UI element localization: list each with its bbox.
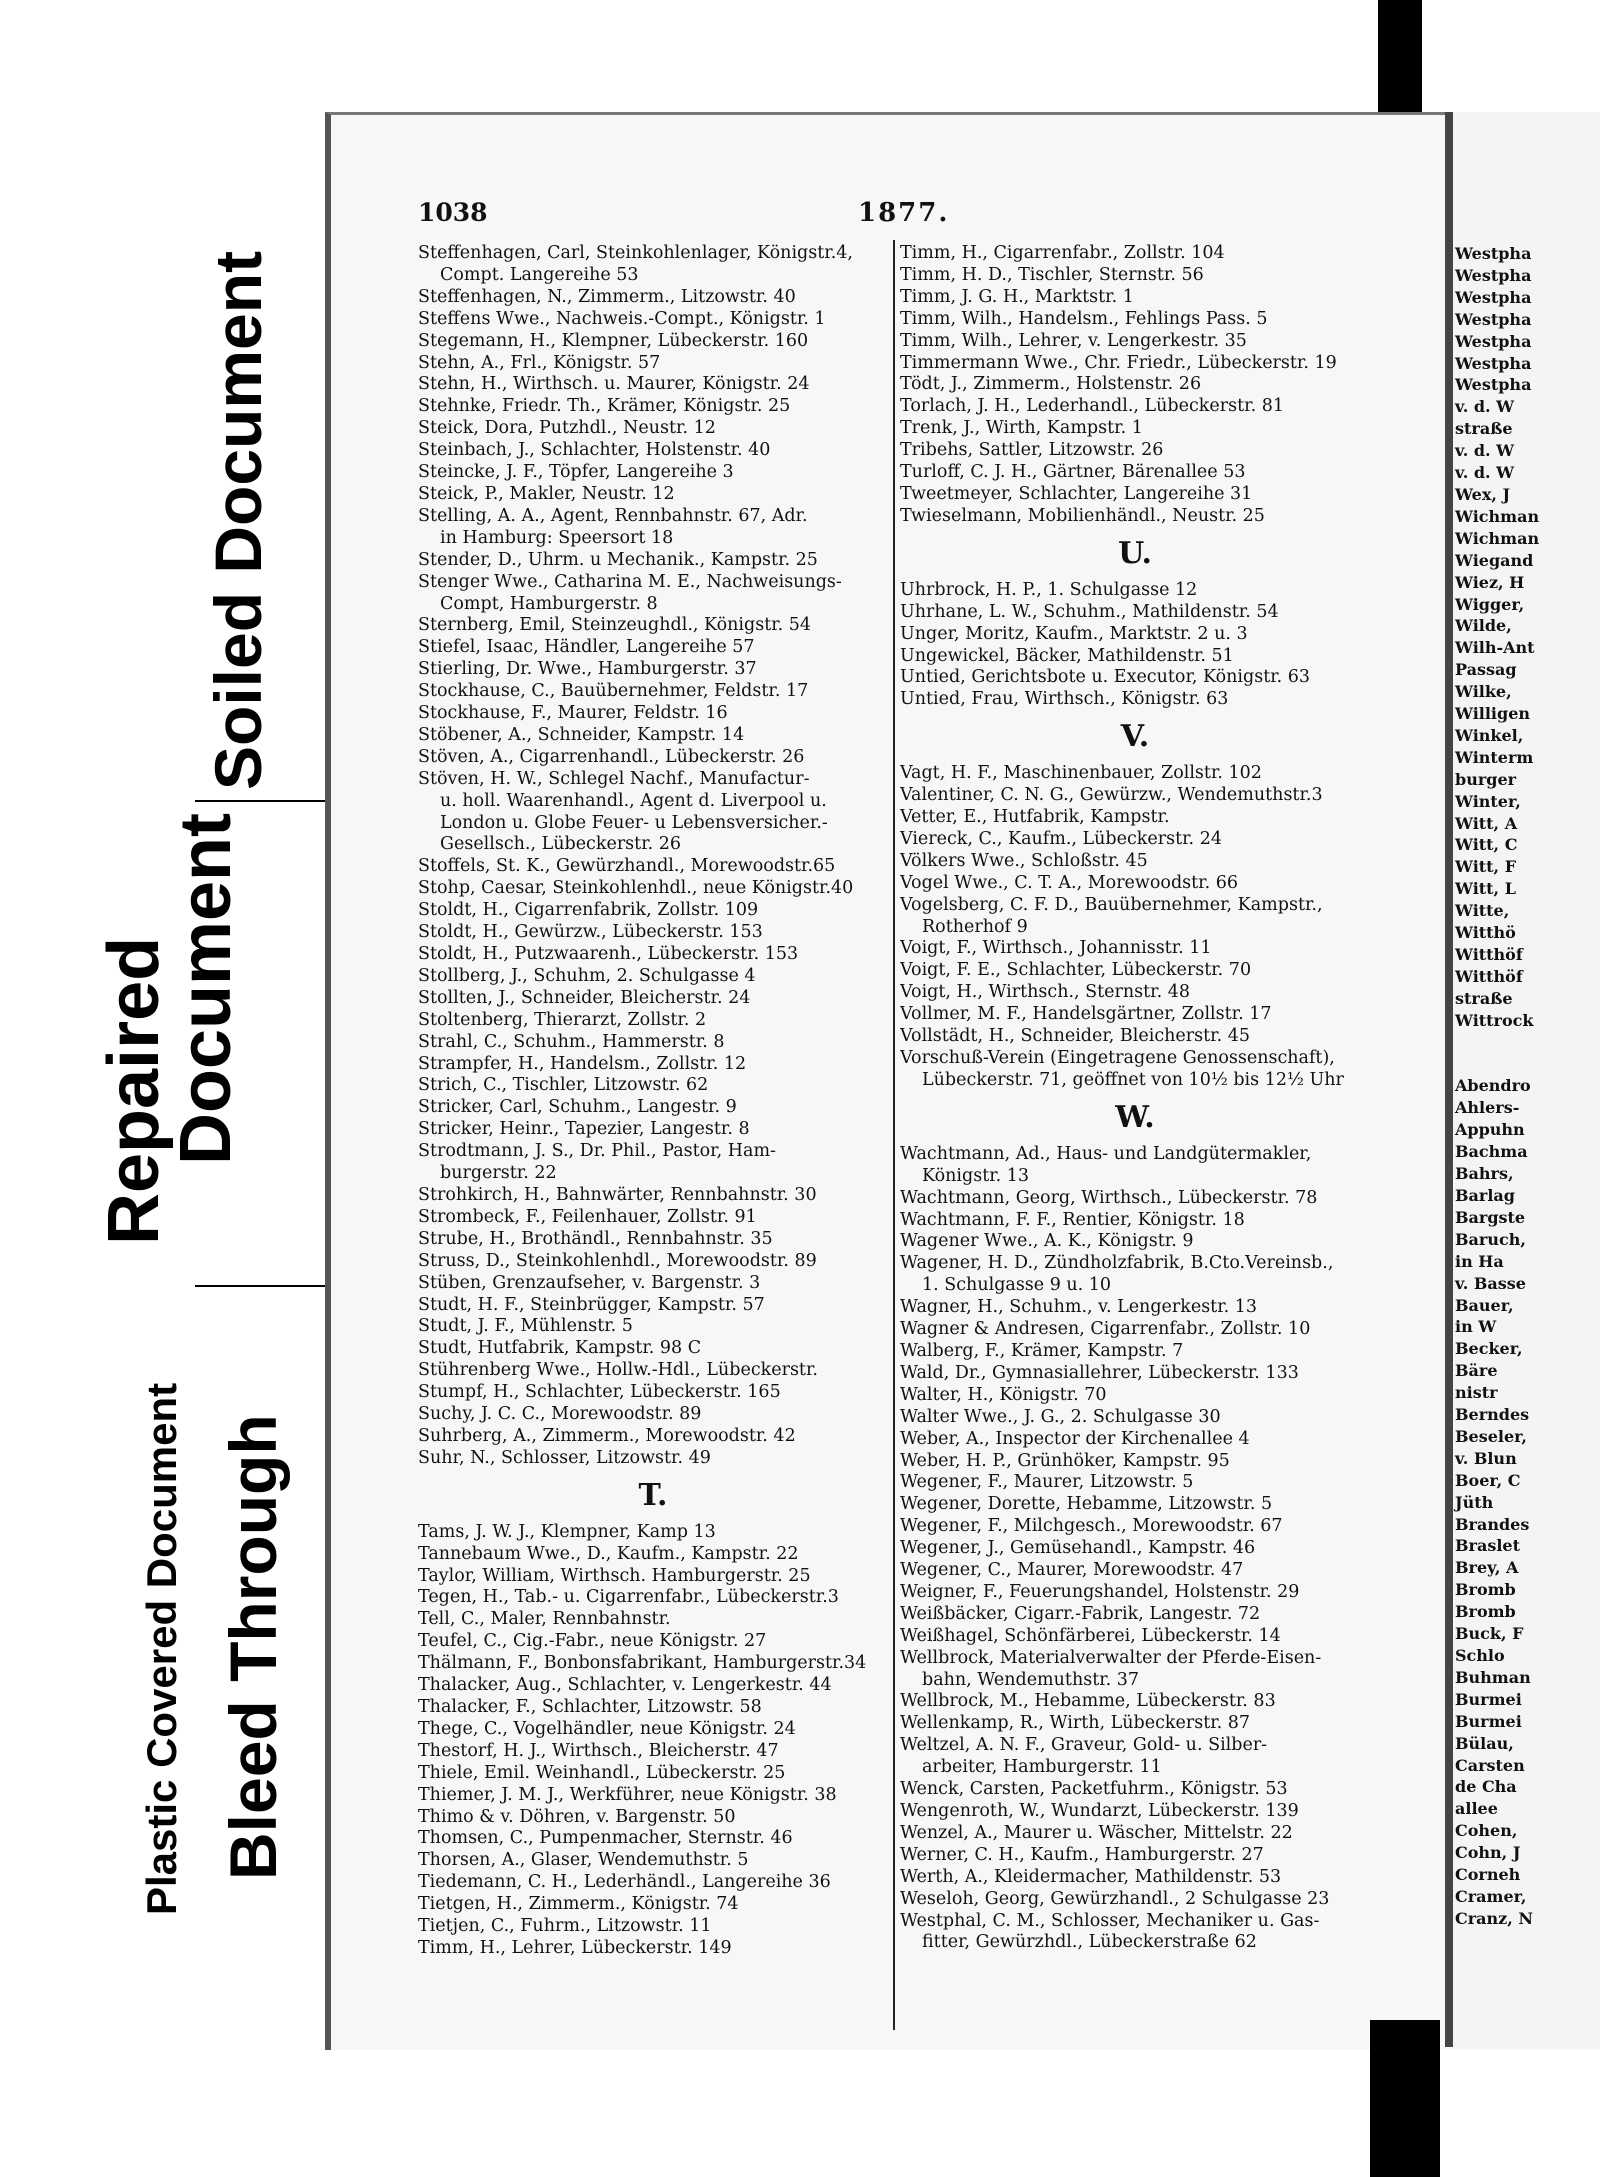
directory-entry: Stender, D., Uhrm. u Mechanik., Kampstr. 25 xyxy=(418,549,818,570)
directory-entry: Strich, C., Tischler, Litzowstr. 62 xyxy=(418,1075,709,1096)
directory-entry: Stehnke, Friedr. Th., Krämer, Königstr. 25 xyxy=(418,396,791,417)
directory-entry: Suhrberg, A., Zimmerm., Morewoodstr. 42 xyxy=(418,1425,796,1446)
facing-page-entry: Bromb xyxy=(1455,1580,1516,1600)
facing-page-entry: Wichman xyxy=(1455,506,1540,526)
facing-page-entry: Witthöf xyxy=(1455,966,1523,986)
directory-entry: Timmermann Wwe., Chr. Friedr., Lübeckerstr. 19 xyxy=(900,352,1337,373)
directory-entry: Valentiner, C. N. G., Gewürzw., Wendemuthstr.3 xyxy=(900,785,1323,806)
directory-entry: Stüben, Grenzaufseher, v. Bargenstr. 3 xyxy=(418,1272,761,1293)
page-year: 1877. xyxy=(858,198,950,228)
facing-page-entry: Brey, A xyxy=(1455,1558,1519,1578)
facing-page-entry: Burmei xyxy=(1455,1689,1522,1709)
directory-entry: Wachtmann, Georg, Wirthsch., Lübeckerstr. 78 xyxy=(900,1187,1318,1208)
directory-entry: Weißhagel, Schönfärberei, Lübeckerstr. 14 xyxy=(900,1625,1281,1646)
directory-entry: Steick, P., Makler, Neustr. 12 xyxy=(418,483,675,504)
directory-entry-continuation: Königstr. 13 xyxy=(922,1165,1030,1186)
directory-entry: Werth, A., Kleidermacher, Mathildenstr. 53 xyxy=(900,1866,1282,1887)
directory-entry: Stöven, A., Cigarrenhandl., Lübeckerstr. 26 xyxy=(418,746,805,767)
directory-entry: Stehn, H., Wirthsch. u. Maurer, Königstr. 24 xyxy=(418,374,810,395)
directory-entry: Vetter, E., Hutfabrik, Kampstr. xyxy=(900,807,1170,828)
directory-entry-continuation: Lübeckerstr. 71, geöffnet von 10½ bis 12½ Uhr xyxy=(922,1069,1344,1090)
directory-entry: Stoldt, H., Cigarrenfabrik, Zollstr. 109 xyxy=(418,900,759,921)
facing-page-edge xyxy=(1453,112,1600,2047)
directory-entry: Stockhause, F., Maurer, Feldstr. 16 xyxy=(418,703,728,724)
directory-entry: Tietjen, C., Fuhrm., Litzowstr. 11 xyxy=(418,1916,712,1937)
plastic-covered-label: Plastic Covered Document xyxy=(138,1382,185,1915)
directory-entry: Stumpf, H., Schlachter, Lübeckerstr. 165 xyxy=(418,1382,781,1403)
directory-entry: Teufel, C., Cig.-Fabr., neue Königstr. 27 xyxy=(418,1631,767,1652)
facing-page-entry: Witt, A xyxy=(1455,813,1518,833)
directory-entry: Voigt, F., Wirthsch., Johannisstr. 11 xyxy=(900,938,1212,959)
facing-page-entry: Witt, L xyxy=(1455,879,1516,899)
directory-entry: Thege, C., Vogelhändler, neue Königstr. 24 xyxy=(418,1718,796,1739)
directory-entry: Strube, H., Brothändl., Rennbahnstr. 35 xyxy=(418,1228,773,1249)
facing-page-entry: Westpha xyxy=(1455,309,1532,329)
facing-page-entry: Wilke, xyxy=(1455,682,1512,702)
facing-page-entry: straße xyxy=(1455,419,1513,439)
facing-page-entry: Wiez, H xyxy=(1455,572,1525,592)
facing-page-entry: straße xyxy=(1455,988,1513,1008)
directory-entry: Untied, Frau, Wirthsch., Königstr. 63 xyxy=(900,689,1229,710)
directory-entry-continuation: London u. Globe Feuer- u Lebensversicher.- xyxy=(440,812,828,833)
directory-entry: Thiele, Emil. Weinhandl., Lübeckerstr. 25 xyxy=(418,1762,786,1783)
facing-page-entry: v. Basse xyxy=(1455,1273,1526,1293)
directory-entry: Voigt, F. E., Schlachter, Lübeckerstr. 70 xyxy=(900,960,1252,981)
facing-page-entry: v. d. W xyxy=(1455,441,1515,461)
directory-entry: Wenzel, A., Maurer u. Wäscher, Mittelstr. 22 xyxy=(900,1822,1293,1843)
directory-entry-continuation: burgerstr. 22 xyxy=(440,1163,557,1184)
directory-entry: Wellenkamp, R., Wirth, Lübeckerstr. 87 xyxy=(900,1713,1251,1734)
directory-entry: Uhrhane, L. W., Schuhm., Mathildenstr. 54 xyxy=(900,601,1279,622)
facing-page-entry: Bülau, xyxy=(1455,1733,1514,1753)
facing-page-entry: Brandes xyxy=(1455,1514,1530,1534)
bottom-black-tab xyxy=(1370,2020,1440,2177)
directory-entry: Untied, Gerichtsbote u. Executor, Königstr. 63 xyxy=(900,667,1311,688)
directory-entry: Timm, H., Cigarrenfabr., Zollstr. 104 xyxy=(900,243,1225,263)
facing-page-entry: Passag xyxy=(1455,660,1517,680)
directory-entry: Walberg, F., Krämer, Kampstr. 7 xyxy=(900,1340,1184,1361)
facing-page-entry: Schlo xyxy=(1455,1646,1505,1665)
directory-entry: Wachtmann, F. F., Rentier, Königstr. 18 xyxy=(900,1209,1245,1230)
facing-page-entry: Bahrs, xyxy=(1455,1164,1514,1184)
facing-page-entry: Westpha xyxy=(1455,265,1532,285)
directory-entry: Timm, J. G. H., Marktstr. 1 xyxy=(900,286,1134,307)
facing-page-entry: Buhman xyxy=(1455,1667,1531,1687)
directory-entry: Wald, Dr., Gymnasiallehrer, Lübeckerstr. 133 xyxy=(900,1362,1299,1383)
directory-entry-continuation: Rotherhof 9 xyxy=(922,916,1028,937)
directory-entry: Stricker, Carl, Schuhm., Langestr. 9 xyxy=(418,1097,737,1118)
directory-entry: Steincke, J. F., Töpfer, Langereihe 3 xyxy=(418,462,734,483)
directory-entry: Vorschuß-Verein (Eingetragene Genossenschaft), xyxy=(900,1048,1335,1068)
directory-entry: Stoldt, H., Gewürzw., Lübeckerstr. 153 xyxy=(418,922,763,943)
facing-page-entry: Wiegand xyxy=(1455,550,1534,570)
facing-page-entry: Witt, C xyxy=(1455,835,1518,855)
directory-entry: Stohp, Caesar, Steinkohlenhdl., neue Königstr.40 xyxy=(418,878,854,899)
page-header xyxy=(418,198,1338,228)
facing-page-entry: nistr xyxy=(1455,1383,1498,1403)
facing-page-entry: Bauer, xyxy=(1455,1295,1514,1315)
directory-entry: Wegener, C., Maurer, Morewoodstr. 47 xyxy=(900,1560,1244,1581)
section-letter: V. xyxy=(1120,719,1150,755)
directory-entry: Suchy, J. C. C., Morewoodstr. 89 xyxy=(418,1404,702,1425)
directory-entry: Timm, Wilh., Lehrer, v. Lengerkestr. 35 xyxy=(900,330,1247,351)
facing-page-entry: Westpha xyxy=(1455,375,1532,395)
directory-entry: Vagt, H. F., Maschinenbauer, Zollstr. 102 xyxy=(900,763,1262,784)
facing-page-entry: Westpha xyxy=(1455,353,1532,373)
directory-entry: Stührenberg Wwe., Hollw.-Hdl., Lübeckerstr. xyxy=(418,1360,818,1381)
directory-entry: Tribehs, Sattler, Litzowstr. 26 xyxy=(900,440,1164,461)
directory-entry: Thimo & v. Döhren, v. Bargenstr. 50 xyxy=(418,1806,736,1827)
bleed-through-label: Bleed Through xyxy=(216,1414,290,1880)
directory-entry: Stollten, J., Schneider, Bleicherstr. 24 xyxy=(418,987,751,1008)
facing-page-entry: Winterm xyxy=(1455,747,1534,767)
facing-page-entry: Wilh-Ant xyxy=(1455,638,1535,658)
directory-entry: Thestorf, H. J., Wirthsch., Bleicherstr. 47 xyxy=(418,1740,779,1761)
directory-entry: Studt, H. F., Steinbrügger, Kampstr. 57 xyxy=(418,1294,765,1315)
directory-entry: Viereck, C., Kaufm., Lübeckerstr. 24 xyxy=(900,828,1222,849)
facing-page-entry: Westpha xyxy=(1455,244,1532,263)
facing-page-entry: Bachma xyxy=(1455,1142,1528,1162)
facing-page-entry: Boer, C xyxy=(1455,1470,1521,1490)
facing-page-entry: Winter, xyxy=(1455,791,1521,811)
facing-page-entry: Wittrock xyxy=(1455,1010,1534,1030)
directory-entry: Werner, C. H., Kaufm., Hamburgerstr. 27 xyxy=(900,1844,1264,1865)
directory-entry: Wegener, J., Gemüsehandl., Kampstr. 46 xyxy=(900,1538,1256,1559)
directory-entry: Taylor, William, Wirthsch. Hamburgerstr. 25 xyxy=(418,1565,811,1586)
directory-entry: Wellbrock, Materialverwalter der Pferde-Eisen- xyxy=(900,1647,1322,1668)
repaired-label-line-2: Document xyxy=(166,812,246,1165)
facing-page-entry: Witthö xyxy=(1455,923,1516,943)
facing-page-entry: Westpha xyxy=(1455,287,1532,307)
directory-entry: Stelling, A. A., Agent, Rennbahnstr. 67, Adr. xyxy=(418,505,808,526)
directory-entry-continuation: 1. Schulgasse 9 u. 10 xyxy=(922,1275,1112,1296)
directory-entry: Thälmann, F., Bonbonsfabrikant, Hamburgerstr.34 xyxy=(418,1653,867,1674)
facing-page-entry: Wex, J xyxy=(1455,484,1511,504)
directory-entry-continuation: Compt, Hamburgerstr. 8 xyxy=(440,593,658,614)
facing-page-entry: Carsten xyxy=(1455,1755,1525,1775)
facing-page-entry: burger xyxy=(1455,769,1517,789)
directory-entry: Thiemer, J. M. J., Werkführer, neue Königstr. 38 xyxy=(418,1784,837,1805)
directory-column-right xyxy=(900,243,1370,1954)
directory-entry: Wegener, F., Maurer, Litzowstr. 5 xyxy=(900,1472,1194,1493)
facing-page-entry: Westpha xyxy=(1455,331,1532,351)
directory-entry: Stierling, Dr. Wwe., Hamburgerstr. 37 xyxy=(418,659,757,680)
directory-entry: Stehn, A., Frl., Königstr. 57 xyxy=(418,352,661,373)
directory-entry: Weber, H. P., Grünhöker, Kampstr. 95 xyxy=(900,1450,1230,1471)
directory-entry: Stockhause, C., Bauübernehmer, Feldstr. 17 xyxy=(418,681,809,702)
facing-page-entry: Bäre xyxy=(1455,1361,1498,1381)
directory-entry-continuation: in Hamburg: Speersort 18 xyxy=(440,527,674,548)
directory-entry-continuation: bahn, Wendemuthstr. 37 xyxy=(922,1669,1140,1690)
directory-entry: Studt, J. F., Mühlenstr. 5 xyxy=(418,1316,633,1337)
facing-page-entry: Witte, xyxy=(1455,901,1510,921)
directory-entry: Trenk, J., Wirth, Kampstr. 1 xyxy=(900,418,1143,439)
directory-entry: Wellbrock, M., Hebamme, Lübeckerstr. 83 xyxy=(900,1691,1276,1712)
repaired-document-label xyxy=(94,812,246,1245)
facing-page-entry: Braslet xyxy=(1455,1536,1520,1556)
directory-entry: Weber, A., Inspector der Kirchenallee 4 xyxy=(900,1428,1250,1449)
column-divider xyxy=(893,240,895,2030)
facing-page-entry xyxy=(1453,1032,1539,1054)
facing-page-entry: Cramer, xyxy=(1455,1886,1527,1906)
page-gutter xyxy=(1445,112,1453,2047)
directory-entry: Strodtmann, J. S., Dr. Phil., Pastor, Ham- xyxy=(418,1141,776,1162)
directory-entry-continuation: arbeiter, Hamburgerstr. 11 xyxy=(922,1757,1162,1778)
directory-entry: Vogel Wwe., C. T. A., Morewoodstr. 66 xyxy=(900,872,1239,893)
directory-entry: Timm, H. D., Tischler, Sternstr. 56 xyxy=(900,264,1204,285)
facing-page-entry: allee xyxy=(1455,1799,1498,1819)
directory-entry: Steffenhagen, N., Zimmerm., Litzowstr. 40 xyxy=(418,286,796,307)
directory-entry: Strahl, C., Schuhm., Hammerstr. 8 xyxy=(418,1031,725,1052)
directory-entry: Tödt, J., Zimmerm., Holstenstr. 26 xyxy=(900,374,1202,395)
facing-page-entry: Willigen xyxy=(1455,704,1530,724)
soiled-document-label: Soiled Document xyxy=(201,250,275,790)
facing-page-entry: Wilde, xyxy=(1455,616,1512,636)
directory-entry: Stoldt, H., Putzwaarenh., Lübeckerstr. 153 xyxy=(418,944,799,964)
directory-entry: Stöven, H. W., Schlegel Nachf., Manufactur- xyxy=(418,768,810,789)
page-number: 1038 xyxy=(418,198,488,227)
directory-entry: Stiefel, Isaac, Händler, Langereihe 57 xyxy=(418,637,755,658)
directory-entry-continuation: fitter, Gewürzhdl., Lübeckerstraße 62 xyxy=(922,1932,1257,1953)
directory-entry: Vollstädt, H., Schneider, Bleicherstr. 45 xyxy=(900,1026,1250,1047)
directory-entry: Steinbach, J., Schlachter, Holstenstr. 40 xyxy=(418,440,771,461)
facing-page-entry: Cohn, J xyxy=(1455,1843,1521,1863)
directory-entry: Wenck, Carsten, Packetfuhrm., Königstr. 53 xyxy=(900,1779,1288,1800)
directory-entry: Turloff, C. J. H., Gärtner, Bärenallee 53 xyxy=(900,462,1246,483)
directory-entry: Stöbener, A., Schneider, Kampstr. 14 xyxy=(418,724,745,745)
directory-entry: Steffenhagen, Carl, Steinkohlenlager, Königstr.4, xyxy=(418,243,853,263)
top-black-tab xyxy=(1378,0,1422,112)
facing-page-entry: Barlag xyxy=(1455,1185,1515,1205)
directory-entry: Tweetmeyer, Schlachter, Langereihe 31 xyxy=(900,483,1253,504)
directory-entry: Walter Wwe., J. G., 2. Schulgasse 30 xyxy=(900,1406,1221,1427)
directory-entry: Sternberg, Emil, Steinzeughdl., Königstr. 54 xyxy=(418,615,812,636)
facing-page-entry: Winkel, xyxy=(1455,725,1524,745)
directory-entry: Strombeck, F., Feilenhauer, Zollstr. 91 xyxy=(418,1206,757,1227)
facing-page-entry: Berndes xyxy=(1455,1405,1530,1425)
directory-entry: Vollmer, M. F., Handelsgärtner, Zollstr. 17 xyxy=(900,1004,1272,1025)
repaired-label-line-1: Repaired xyxy=(94,936,174,1245)
facing-page-entry: Bargste xyxy=(1455,1207,1526,1227)
directory-entry: Wengenroth, W., Wundarzt, Lübeckerstr. 139 xyxy=(900,1801,1299,1821)
directory-entry: Stricker, Heinr., Tapezier, Langestr. 8 xyxy=(418,1119,750,1140)
directory-entry-continuation: Compt. Langereihe 53 xyxy=(440,264,639,285)
directory-entry: Thomsen, C., Pumpenmacher, Sternstr. 46 xyxy=(418,1828,793,1849)
facing-page-entry: Cohen, xyxy=(1455,1821,1518,1841)
facing-page-entry: Wigger, xyxy=(1455,594,1525,614)
directory-entry: Stoltenberg, Thierarzt, Zollstr. 2 xyxy=(418,1009,707,1030)
directory-entry: Strampfer, H., Handelsm., Zollstr. 12 xyxy=(418,1053,747,1074)
facing-page-entry: Beseler, xyxy=(1455,1426,1527,1446)
section-letter: T. xyxy=(638,1477,668,1513)
facing-page-entry: Burmei xyxy=(1455,1711,1522,1731)
directory-entry: Wegener, F., Milchgesch., Morewoodstr. 67 xyxy=(900,1516,1283,1537)
directory-entry: Thalacker, Aug., Schlachter, v. Lengerkestr. 44 xyxy=(418,1675,832,1696)
directory-entry: Wagener, H. D., Zündholzfabrik, B.Cto.Vereinsb., xyxy=(900,1253,1334,1274)
facing-page-entry: Corneh xyxy=(1455,1865,1521,1885)
facing-page-entry: v. d. W xyxy=(1455,397,1515,417)
facing-page-entry: in Ha xyxy=(1455,1251,1504,1271)
directory-entry: Weißbäcker, Cigarr.-Fabrik, Langestr. 72 xyxy=(900,1603,1261,1624)
facing-page-entry: v. Blun xyxy=(1455,1448,1517,1468)
section-letter: U. xyxy=(1118,535,1152,571)
directory-entry: Strohkirch, H., Bahnwärter, Rennbahnstr. 30 xyxy=(418,1184,817,1205)
directory-entry: Studt, Hutfabrik, Kampstr. 98 C xyxy=(418,1338,702,1359)
label-divider-1 xyxy=(195,1285,325,1287)
directory-entry: Torlach, J. H., Lederhandl., Lübeckerstr. 81 xyxy=(900,396,1284,417)
directory-entry: Walter, H., Königstr. 70 xyxy=(900,1384,1107,1405)
facing-page-entry: Witt, F xyxy=(1455,857,1517,877)
directory-entry: Tiedemann, C. H., Lederhändl., Langereihe 36 xyxy=(418,1872,831,1893)
directory-entry: Tegen, H., Tab.- u. Cigarrenfabr., Lübeckerstr.3 xyxy=(418,1587,839,1608)
directory-entry: Wagener Wwe., A. K., Königstr. 9 xyxy=(900,1231,1194,1252)
directory-entry: Steffens Wwe., Nachweis.-Compt., Königstr. 1 xyxy=(418,308,826,329)
directory-entry: Twieselmann, Mobilienhändl., Neustr. 25 xyxy=(900,505,1265,526)
directory-entry: Timm, Wilh., Handelsm., Fehlings Pass. 5 xyxy=(900,308,1268,329)
directory-entry: Weltzel, A. N. F., Graveur, Gold- u. Silber- xyxy=(900,1735,1268,1756)
directory-entry: Wagner & Andresen, Cigarrenfabr., Zollstr. 10 xyxy=(900,1319,1311,1340)
directory-entry: Stenger Wwe., Catharina M. E., Nachweisungs- xyxy=(418,571,842,592)
facing-page-entry: Becker, xyxy=(1455,1339,1523,1359)
directory-entry: Struss, D., Steinkohlenhdl., Morewoodstr. 89 xyxy=(418,1250,817,1271)
facing-page-entry: Cranz, N xyxy=(1455,1908,1534,1928)
facing-page-entries xyxy=(1453,243,1539,1930)
directory-entry: Wegener, Dorette, Hebamme, Litzowstr. 5 xyxy=(900,1494,1273,1515)
directory-entry: Vogelsberg, C. F. D., Bauübernehmer, Kampstr., xyxy=(900,894,1323,915)
facing-page-entry: v. d. W xyxy=(1455,463,1515,483)
facing-page-entry xyxy=(1453,1054,1539,1076)
directory-entry: Tietgen, H., Zimmerm., Königstr. 74 xyxy=(418,1894,739,1915)
label-divider-2 xyxy=(195,800,325,802)
directory-entry: Westphal, C. M., Schlosser, Mechaniker u. Gas- xyxy=(900,1910,1320,1931)
directory-entry: Thalacker, F., Schlachter, Litzowstr. 58 xyxy=(418,1697,762,1717)
facing-page-entry: de Cha xyxy=(1455,1777,1517,1797)
directory-entry: Timm, H., Lehrer, Lübeckerstr. 149 xyxy=(418,1937,732,1958)
directory-entry: Steick, Dora, Putzhdl., Neustr. 12 xyxy=(418,418,716,439)
directory-entry: Wagner, H., Schuhm., v. Lengerkestr. 13 xyxy=(900,1297,1258,1318)
directory-entry: Stoffels, St. K., Gewürzhandl., Morewoodstr.65 xyxy=(418,856,836,877)
directory-entry: Tannebaum Wwe., D., Kaufm., Kampstr. 22 xyxy=(418,1543,799,1564)
facing-page-entry: Abendro xyxy=(1455,1076,1531,1096)
directory-entry: Uhrbrock, H. P., 1. Schulgasse 12 xyxy=(900,579,1198,600)
directory-entry: Weigner, F., Feuerungshandel, Holstenstr. 29 xyxy=(900,1581,1300,1602)
directory-entry: Stegemann, H., Klempner, Lübeckerstr. 160 xyxy=(418,330,809,351)
directory-entry: Voigt, H., Wirthsch., Sternstr. 48 xyxy=(900,982,1191,1003)
directory-entry: Ungewickel, Bäcker, Mathildenstr. 51 xyxy=(900,645,1234,666)
section-letter: W. xyxy=(1115,1099,1155,1135)
directory-entry: Weseloh, Georg, Gewürzhandl., 2 Schulgasse 23 xyxy=(900,1888,1330,1909)
facing-page-entry: Baruch, xyxy=(1455,1229,1526,1249)
facing-page-entry: Bromb xyxy=(1455,1602,1516,1622)
facing-page-entry: Wichman xyxy=(1455,528,1540,548)
directory-entry: Wachtmann, Ad., Haus- und Landgütermakler, xyxy=(900,1143,1312,1164)
directory-entry-continuation: Gesellsch., Lübeckerstr. 26 xyxy=(440,834,682,855)
directory-column-left xyxy=(418,243,888,1960)
directory-entry: Suhr, N., Schlosser, Litzowstr. 49 xyxy=(418,1447,711,1468)
facing-page-entry: Ahlers- xyxy=(1455,1098,1520,1118)
facing-page-entry: in W xyxy=(1455,1317,1497,1337)
facing-page-entry: Jüth xyxy=(1455,1492,1494,1512)
facing-page-entry: Buck, F xyxy=(1455,1624,1524,1644)
directory-entry: Tell, C., Maler, Rennbahnstr. xyxy=(418,1609,671,1630)
directory-entry: Völkers Wwe., Schloßstr. 45 xyxy=(900,850,1148,871)
directory-entry: Stollberg, J., Schuhm, 2. Schulgasse 4 xyxy=(418,965,756,986)
directory-entry: Tams, J. W. J., Klempner, Kamp 13 xyxy=(418,1521,716,1542)
facing-page-entry: Witthöf xyxy=(1455,945,1523,964)
directory-entry: Thorsen, A., Glaser, Wendemuthstr. 5 xyxy=(418,1850,749,1871)
facing-page-entry: Appuhn xyxy=(1455,1120,1525,1140)
directory-entry: Unger, Moritz, Kaufm., Marktstr. 2 u. 3 xyxy=(900,623,1248,644)
directory-entry-continuation: u. holl. Waarenhandl., Agent d. Liverpool u. xyxy=(440,790,827,811)
